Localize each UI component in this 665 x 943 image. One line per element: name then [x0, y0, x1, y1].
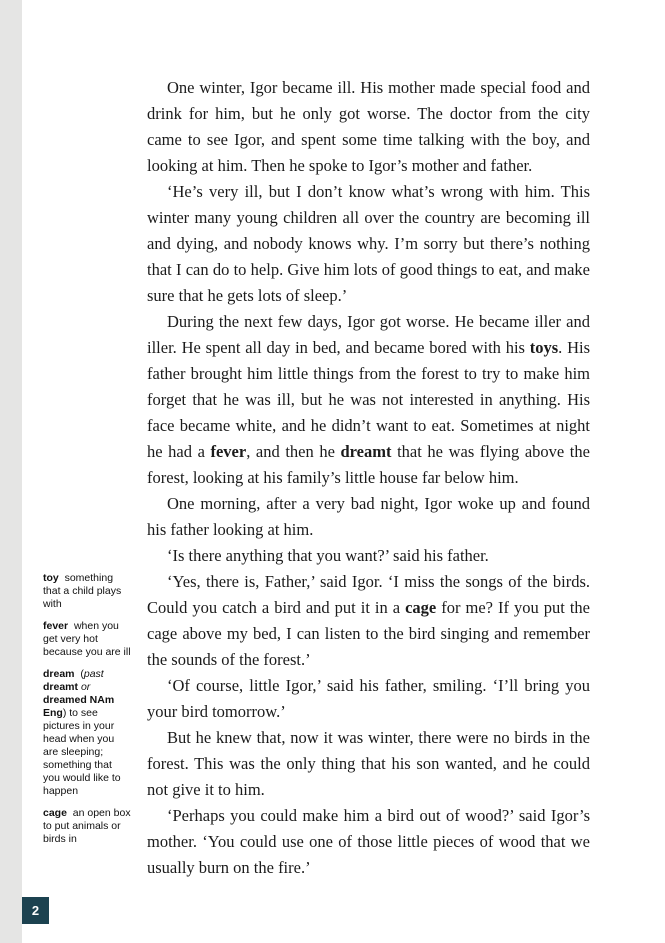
story-paragraph: ‘Perhaps you could make him a bird out of wood?’ said Igor’s mother. ‘You could use one of those little pieces of wood that we usually burn on the fire.’: [147, 806, 590, 877]
story-paragraph: One morning, after a very bad night, Igor woke up and found his father looking at him.: [147, 494, 590, 539]
story-paragraph: ‘Yes, there is, Father,’ said Igor. ‘I miss the songs of the birds. Could you catch a bird and put it in a cage for me? If you put the cage above my bed, I can listen to the bird singing and remember the sounds of the forest.’: [147, 572, 591, 669]
bold-text: toy: [43, 572, 59, 584]
left-margin-strip: [0, 0, 22, 943]
story-paragraph: One winter, Igor became ill. His mother made special food and drink for him, but he only got worse. The doctor from the city came to see Igor, and spent some time talking with the boy, and looking at him. Then he spoke to Igor’s mother and father.: [147, 78, 590, 175]
story-text: [147, 75, 590, 881]
bold-text: fever: [210, 442, 247, 461]
bold-text: dreamt: [340, 442, 392, 461]
bold-text: dreamed NAm Eng: [43, 694, 115, 719]
bold-text: fever: [43, 620, 69, 632]
story-paragraph: ‘He’s very ill, but I don’t know what’s wrong with him. This winter many young children all over the country are becoming ill and dying, and nobody knows why. I’m sorry but there’s nothing that I can do to help. Give him lots of good things to eat, and make sure that he gets lots of sleep.’: [147, 182, 590, 305]
story-paragraph: ‘Of course, little Igor,’ said his father, smiling. ‘I’ll bring you your bird tomorrow.’: [147, 676, 590, 721]
bold-text: toys: [529, 338, 559, 357]
story-paragraph: But he knew that, now it was winter, there were no birds in the forest. This was the only thing that his son wanted, and he could not give it to him.: [147, 728, 590, 799]
story-paragraph: ‘Is there anything that you want?’ said his father.: [167, 546, 489, 565]
glossary-entry: cage an open box to put animals or birds in: [43, 807, 131, 845]
page-number: 2: [31, 903, 40, 918]
glossary-entry: toy something that a child plays with: [43, 572, 122, 610]
page-number-tab: [22, 897, 49, 924]
glossary-sidebar: [43, 572, 131, 855]
bold-text: dreamt: [43, 681, 79, 693]
bold-text: dream: [43, 668, 75, 680]
bold-text: cage: [405, 598, 437, 617]
bold-text: cage: [43, 807, 67, 819]
glossary-entry: fever when you get very hot because you are ill: [43, 620, 131, 658]
italic-text: past: [83, 668, 104, 680]
story-paragraph: During the next few days, Igor got worse. He became iller and iller. He spent all day in bed, and became bored with his toys. His father brought him little things from the forest to try to make him forget that he was ill, but he was not interested in anything. His face became white, and he didn’t want to eat. Sometimes at night he had a fever, and then he dreamt that he was flying above the forest, looking at his family’s little house far below him.: [147, 312, 591, 487]
italic-text: or: [80, 681, 91, 693]
glossary-entry: dream (past dreamt or dreamed NAm Eng) to see pictures in your head when you are sleeping; something that you would like to happen: [43, 668, 121, 797]
